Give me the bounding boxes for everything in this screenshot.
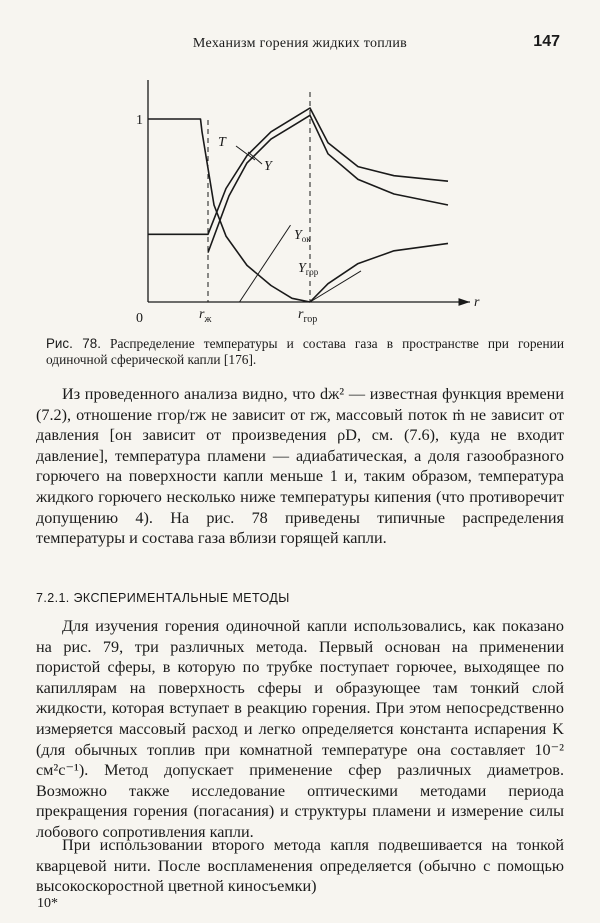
origin-label: 0	[136, 311, 143, 326]
figure-78-chart	[0, 0, 600, 335]
series-y-gor-curve	[310, 243, 448, 302]
body-paragraph-2: Для изучения горения одиночной капли использовались, как показано на рис. 79, три различных метода. Первый основан на применении пористой сферы, в которую по трубке поступает горючее, выходящее по капиллярам на поверхность сферы и образующее там тонкий слой жидкости, которая вступает в реакцию горения. При этом непосредственно измеряется массовый расход и легко определяется константа испарения K (для обычных топлив при комнатной температуре она составляет 10⁻² см²с⁻¹). Метод допускает применение сфер различных диаметров. Возможно также исследование оптическими методами периода прекращения горения (погасания) и структуры пламени и измерение силы лобового сопротивления капли.	[36, 617, 564, 841]
body-paragraph-1: Из проведенного анализа видно, что dж² — известная функция времени (7.2), отношение rгор/rж не зависит от rж, массовый поток ṁ не зависит от давления [он зависит от произведения ρD, см. (7.6), куда не входит давление], температура пламени — адиабатическая, а доля газообразного горючего на поверхности капли меньше 1 и, таким образом, температура жидкого горючего несколько ниже температуры кипения (что противоречит допущению 4). На рис. 78 приведены типичные распределения температуры и состава газа вблизи горящей капли.	[36, 385, 564, 548]
y-tick-label-1: 1	[136, 113, 143, 128]
series-label-y: Y	[264, 159, 272, 174]
series-label-y-ok: $Y_{ок}$	[294, 228, 311, 244]
series-y-ok-curve	[148, 119, 310, 302]
series-label-t: T	[218, 135, 226, 150]
section-heading: 7.2.1. ЭКСПЕРИМЕНТАЛЬНЫЕ МЕТОДЫ	[36, 591, 290, 605]
x-tick-label-rzh: $r_ж$	[199, 307, 212, 325]
label-leader-y	[248, 152, 262, 164]
figure-caption	[46, 336, 564, 368]
guide-line-1	[240, 225, 291, 302]
body-paragraph-3: При использовании второго метода капля подвешивается на тонкой кварцевой нити. После воспламенения определяется (обычно с помощью высокоскоростной цветной киносъемки)	[36, 836, 564, 896]
x-tick-label-rgor: $r_{гор}$	[298, 307, 318, 325]
x-axis-label: r	[474, 295, 480, 310]
figure-caption-text: Распределение температуры и состава газа в пространстве при горении одиночной сферической капли [176].	[46, 336, 564, 367]
signature-mark: 10*	[37, 896, 58, 911]
series-y-curve	[208, 115, 448, 252]
page-number: 147	[533, 33, 560, 50]
running-header-title: Механизм горения жидких топлив	[192, 36, 408, 51]
figure-caption-label: Рис. 78.	[46, 336, 101, 351]
series-t-curve	[148, 108, 448, 234]
series-label-y-gor: $Y_{гор}$	[298, 261, 319, 277]
